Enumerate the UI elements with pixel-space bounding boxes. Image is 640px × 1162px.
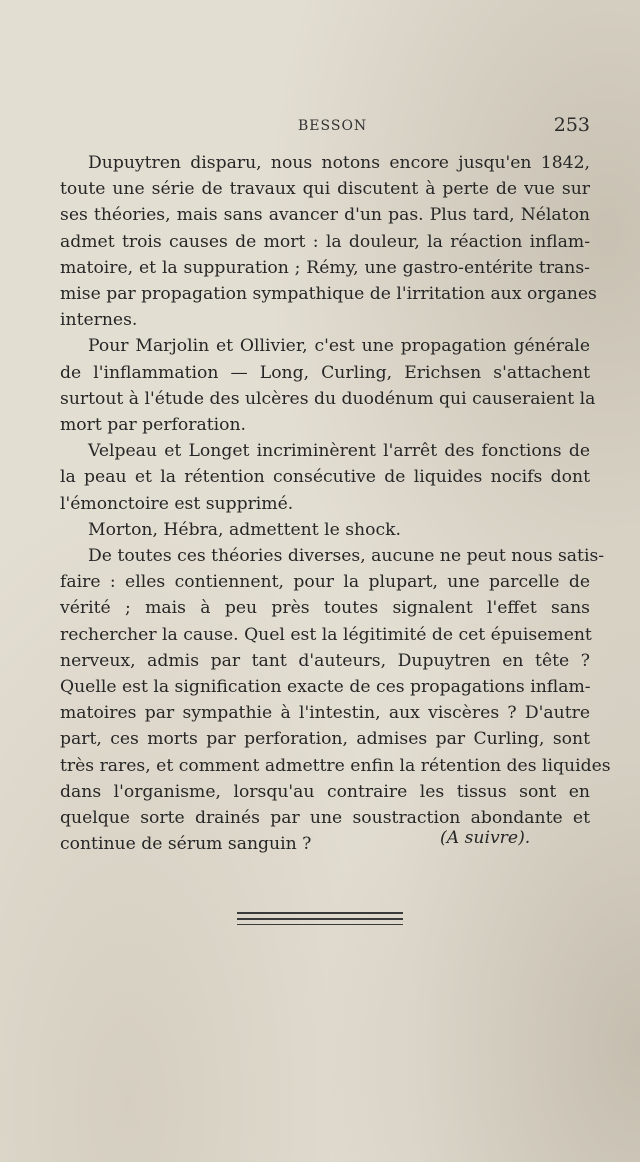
text-line: quelque sorte drainés par une soustraction abondante et (60, 808, 590, 829)
text-line: nerveux, admis par tant d'auteurs, Dupuytren en tête ? (60, 650, 590, 671)
text-line: mort par perforation. (60, 415, 247, 436)
text-line: vérité ; mais à peu près toutes signalent l'effet sans (60, 598, 590, 619)
page-header (60, 114, 590, 138)
text-line: mise par propagation sympathique de l'irritation aux organes (60, 284, 597, 305)
body-text (60, 150, 611, 857)
text-line: Morton, Hébra, admettent le shock. (88, 519, 401, 540)
text-line: rechercher la cause. Quel est la légitimité de cet épuisement (60, 624, 592, 645)
page-number: 253 (553, 114, 590, 136)
end-rule (237, 918, 403, 920)
text-line: matoire, et la suppuration ; Rémy, une gastro-entérite trans- (60, 257, 590, 278)
paragraph-4 (60, 517, 590, 543)
end-rule (237, 924, 403, 925)
text-line: de l'inflammation — Long, Curling, Erichsen s'attachent (60, 362, 590, 383)
text-line: De toutes ces théories diverses, aucune ne peut nous satis- (88, 546, 605, 567)
text-line: Velpeau et Longet incriminèrent l'arrêt des fonctions de (88, 441, 590, 462)
text-line: l'émonctoire est supprimé. (60, 493, 294, 514)
paragraph-1 (60, 150, 597, 333)
paragraph-2 (60, 333, 596, 438)
text-line: très rares, et comment admettre enfin la rétention des liquides (60, 755, 611, 776)
text-line: toute une série de travaux qui discutent à perte de vue sur (60, 179, 590, 200)
running-head: BESSON (298, 118, 368, 134)
text-line: continue de sérum sanguin ? (60, 834, 312, 855)
text-line: Quelle est la signification exacte de ces propagations inflam- (60, 677, 591, 698)
text-line: dans l'organisme, lorsqu'au contraire les tissus sont en (60, 781, 590, 802)
text-line: admet trois causes de mort : la douleur, la réaction inflam- (60, 231, 590, 252)
text-line: Dupuytren disparu, nous notons encore jusqu'en 1842, (88, 153, 590, 173)
text-line: la peau et la rétention consécutive de liquides nocifs dont (60, 467, 590, 488)
text-line: part, ces morts par perforation, admises par Curling, sont (60, 729, 590, 750)
text-line: Pour Marjolin et Ollivier, c'est une propagation générale (88, 336, 590, 357)
text-line: internes. (60, 310, 138, 331)
end-rule (237, 912, 403, 914)
text-line: matoires par sympathie à l'intestin, aux viscères ? D'autre (60, 703, 590, 724)
text-line: ses théories, mais sans avancer d'un pas. Plus tard, Nélaton (60, 205, 590, 226)
text-line: surtout à l'étude des ulcères du duodénum qui causeraient la (60, 388, 596, 409)
text-line: faire : elles contiennent, pour la plupart, une parcelle de (60, 572, 590, 593)
paragraph-3 (60, 438, 590, 517)
to-be-continued: (A suivre). (440, 828, 531, 848)
paragraph-5 (60, 543, 611, 857)
